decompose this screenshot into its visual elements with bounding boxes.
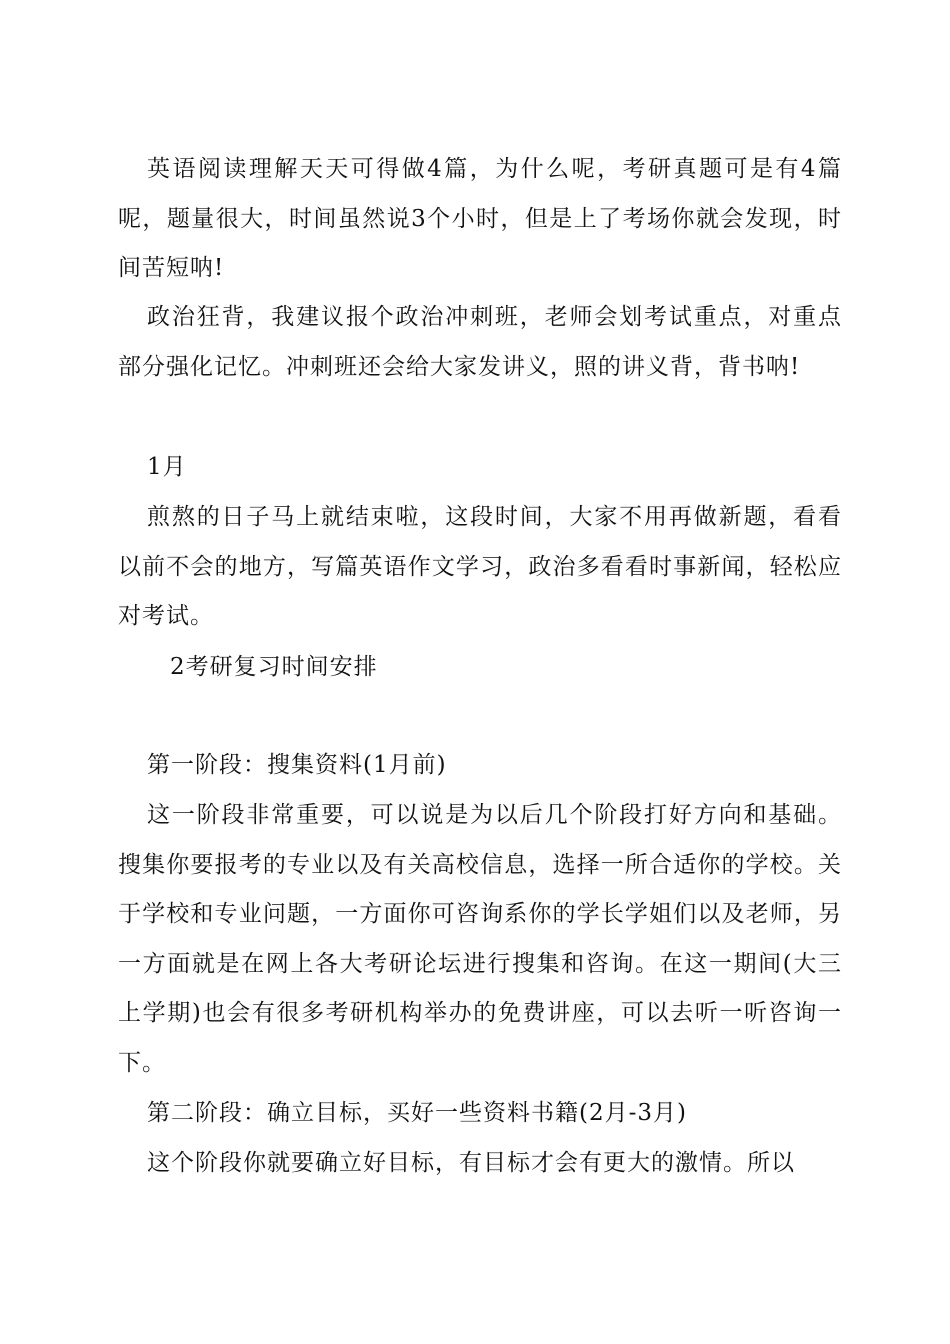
paragraph-english-reading: 英语阅读理解天天可得做4篇，为什么呢，考研真题可是有4篇呢，题量很大，时间虽然说3个小时，但是上了考场你就会发现，时间苦短呐! [118, 156, 842, 281]
paragraph-politics: 政治狂背，我建议报个政治冲刺班，老师会划考试重点，对重点部分强化记忆。冲刺班还会给大家发讲义，照的讲义背，背书呐! [118, 304, 842, 380]
paragraph-stage-one-title: 第一阶段：搜集资料(1月前) [147, 752, 447, 778]
paragraph-month-label: 1月 [147, 454, 187, 480]
paragraph-final-month: 煎熬的日子马上就结束啦，这段时间，大家不用再做新题，看看以前不会的地方，写篇英语作文学习，政治多看看时事新闻，轻松应对考试。 [118, 504, 842, 629]
section-heading: 2考研复习时间安排 [170, 654, 378, 680]
paragraph-stage-two-body: 这个阶段你就要确立好目标，有目标才会有更大的激情。所以 [147, 1150, 795, 1176]
paragraph-stage-one-body: 这一阶段非常重要，可以说是为以后几个阶段打好方向和基础。搜集你要报考的专业以及有关高校信息，选择一所合适你的学校。关于学校和专业问题，一方面你可咨询系你的学长学姐们以及老师，另一方面就是在网上各大考研论坛进行搜集和咨询。在这一期间(大三上学期)也会有很多考研机构举办的免费讲座，可以去听一听咨询一下。 [118, 802, 842, 1076]
paragraph-stage-two-title: 第二阶段：确立目标，买好一些资料书籍(2月-3月) [147, 1100, 687, 1126]
